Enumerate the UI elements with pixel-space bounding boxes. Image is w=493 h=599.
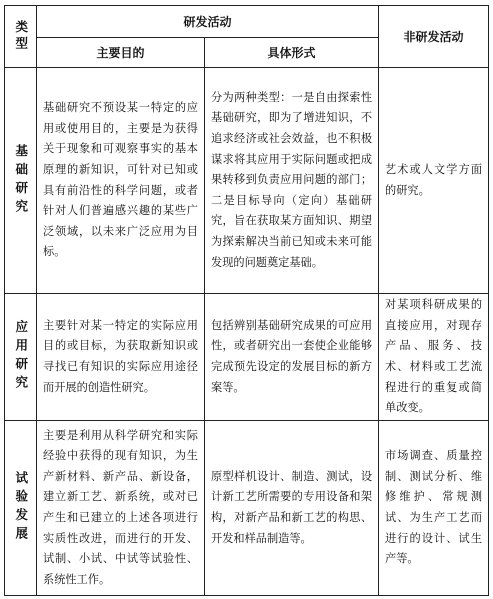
row-type-cell: [5, 68, 37, 294]
header-specific-form: 具体形式: [205, 38, 379, 68]
header-type: [5, 6, 37, 68]
row-type-label: 试验发展: [13, 471, 29, 545]
form-cell: [205, 68, 379, 294]
form-text: 原型样机设计、制造、测试，设计新工艺所需要的专用设备和架构，对新产品和新工艺的构思、开发和样品制造等。: [211, 469, 373, 545]
non-rd-text: 对某项科研成果的直接应用，对现存产品、服务、技术、材料或工艺流程进行的重复或简单改变。: [385, 298, 483, 415]
purpose-text: 主要是利用从科学研究和实际经验中获得的现有知识，为生产新材料、新产品、新设备，建立新工艺、新系统，或对已产生和已建立的上述各项进行实质性改进，而进行的开发、试制、小试、中试等试验性、系统性工作。: [43, 428, 198, 586]
purpose-text: 主要针对某一特定的实际应用目的或目标，为获取新知识或寻找已有知识的实际应用途径而开展的创造性研究。: [43, 318, 198, 394]
header-row-1: [5, 6, 489, 38]
purpose-cell: [37, 294, 205, 421]
non-rd-cell: [379, 421, 489, 596]
table-row: [5, 421, 489, 596]
form-text: 包括辨别基础研究成果的可应用性，或者研究出一套使企业能够完成预先设定的发展目标的新方案等。: [211, 318, 373, 394]
header-type-label: 类型: [13, 20, 29, 53]
header-rd-group: 研发活动: [37, 6, 379, 38]
table-row: [5, 294, 489, 421]
form-cell: [205, 294, 379, 421]
table-row: [5, 68, 489, 294]
purpose-cell: [37, 421, 205, 596]
row-type-cell: [5, 421, 37, 596]
purpose-cell: [37, 68, 205, 294]
non-rd-text: 艺术或人文学方面的研究。: [385, 162, 483, 197]
row-type-label: 基础研究: [13, 143, 29, 218]
non-rd-text: 市场调查、质量控制、测试分析、维修维护、常规测试、为生产工艺而进行的设计、试生产等。: [385, 449, 483, 566]
form-cell: [205, 421, 379, 596]
row-type-label: 应用研究: [13, 320, 29, 394]
non-rd-cell: [379, 294, 489, 421]
header-main-purpose: 主要目的: [37, 38, 205, 68]
purpose-text: 基础研究不预设某一特定的应用或使用目的，主要是为获得关于现象和可观察事实的基本原理的新知识，可针对已知或具有前沿性的科学问题，或者针对人们普遍感兴趣的某些广泛领域，以未来广泛应用为目标。: [43, 101, 198, 259]
header-non-rd: 非研发活动: [379, 6, 489, 68]
non-rd-cell: [379, 68, 489, 294]
row-type-cell: [5, 294, 37, 421]
rd-activity-table: [4, 5, 489, 596]
form-text: 分为两种类型：一是自由探索性基础研究，即为了增进知识，不追求经济或社会效益，也不积极谋求将其应用于实际问题或把成果转移到负责应用问题的部门；二是目标导向（定向）基础研究，旨在获取某方面知识、期望为探索解决当前已知或未来可能发现的问题奠定基础。: [211, 90, 373, 269]
